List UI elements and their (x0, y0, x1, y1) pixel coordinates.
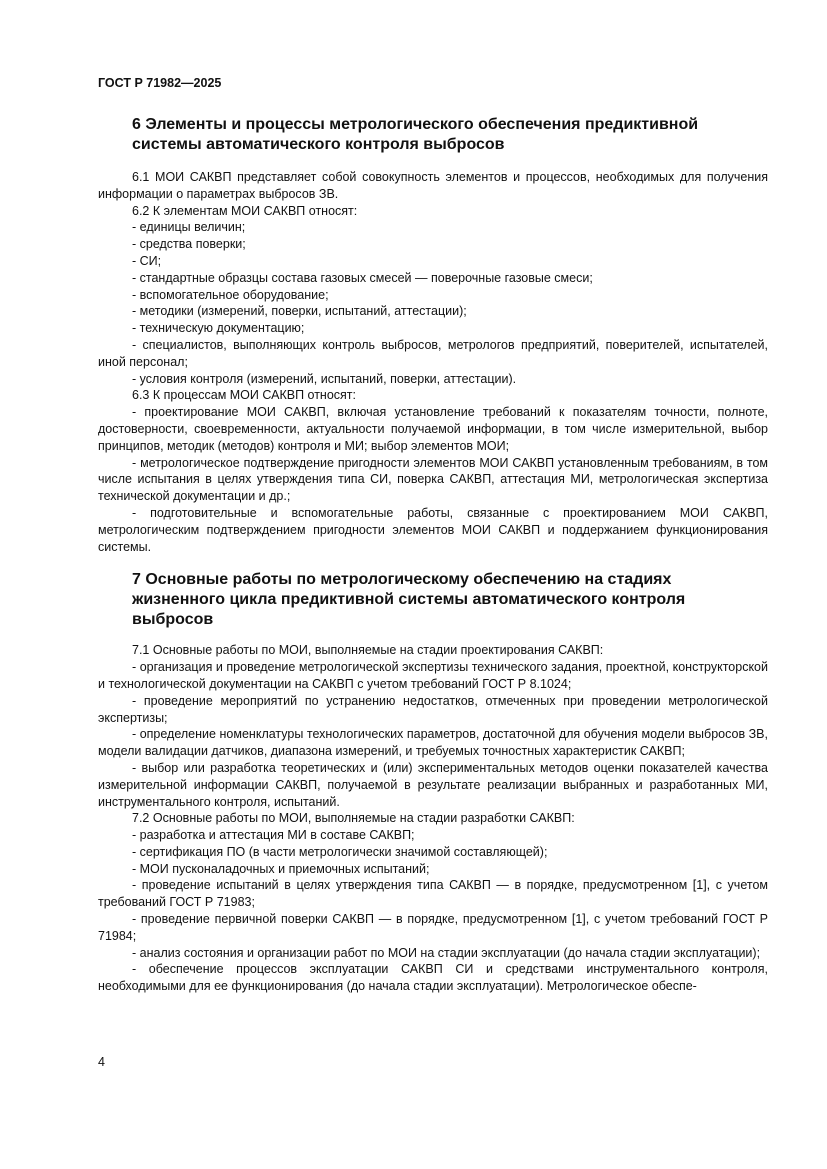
list-item: - разработка и аттестация МИ в составе САКВП; (132, 828, 415, 843)
list-item: - стандартные образцы состава газовых смесей — поверочные газовые смеси; (132, 270, 593, 285)
section-6-body (98, 169, 768, 555)
section-7-title: 7 Основные работы по метрологическому обеспечению на стадиях жизненного цикла предиктивной системы автоматического контроля выбросов (132, 571, 686, 629)
list-item: - выбор или разработка теоретических и (или) экспериментальных методов оценки показателей качества измерительной информации САКВП, получаемой в результате реализации выбранных и разработанных МИ, инструментального контроля, испытаний. (98, 760, 768, 809)
list-item: - условия контроля (измерений, испытаний, поверки, аттестации). (132, 371, 517, 386)
list-item: - анализ состояния и организации работ по МОИ на стадии эксплуатации (до начала стадии эксплуатации); (132, 945, 761, 960)
page-number: 4 (98, 1055, 105, 1069)
list-item: - проведение первичной поверки САКВП — в порядке, предусмотренном [1], с учетом требований ГОСТ Р 71984; (98, 912, 768, 943)
section-7-body (98, 642, 768, 995)
page-content (98, 115, 768, 995)
list-item: - средства поверки; (132, 237, 246, 252)
list-item: - определение номенклатуры технологических параметров, достаточной для обучения модели выбросов ЗВ, модели валидации датчиков, диапазона измерений, и требуемых точностных характеристик САКВП; (98, 727, 768, 759)
document-header: ГОСТ Р 71982—2025 (98, 76, 222, 90)
list-item: - проведение испытаний в целях утверждения типа САКВП — в порядке, предусмотренном [1], с учетом требований ГОСТ Р 71983; (98, 878, 768, 910)
list-item: - подготовительные и вспомогательные работы, связанные с проектированием МОИ САКВП, метрологическим подтверждением пригодности элементов МОИ САКВП и поддержанием функционирования системы. (98, 505, 768, 554)
list-item: - единицы величин; (132, 220, 246, 235)
paragraph: 6.2 К элементам МОИ САКВП относят: (132, 203, 358, 218)
list-item: - проведение мероприятий по устранению недостатков, отмеченных при проведении метрологической экспертизы; (98, 693, 768, 725)
list-item: - метрологическое подтверждение пригодности элементов МОИ САКВП установленным требованиям, в том числе испытания в целях утверждения типа СИ, поверка САКВП, аттестация МИ, метрологическая экспертиза технической документации и др.; (98, 455, 768, 504)
paragraph: 6.1 МОИ САКВП представляет собой совокупность элементов и процессов, необходимых для получения информации о параметрах выбросов ЗВ. (98, 170, 768, 201)
list-item: - МОИ пусконаладочных и приемочных испытаний; (132, 861, 430, 876)
list-item: - специалистов, выполняющих контроль выбросов, метрологов предприятий, поверителей, испытателей, иной персонал; (98, 337, 768, 369)
paragraph: 7.1 Основные работы по МОИ, выполняемые на стадии проектирования САКВП: (132, 643, 604, 658)
paragraph: 7.2 Основные работы по МОИ, выполняемые на стадии разработки САКВП: (132, 811, 575, 826)
list-item: - организация и проведение метрологической экспертизы технического задания, проектной, конструкторской и технологической документации на САКВП с учетом требований ГОСТ Р 8.1024; (98, 660, 768, 691)
list-item: - сертификация ПО (в части метрологически значимой составляющей); (132, 844, 548, 859)
list-item: - вспомогательное оборудование; (132, 287, 329, 302)
section-6-title: 6 Элементы и процессы метрологического обеспечения предиктивной системы автоматического контроля выбросов (132, 116, 699, 153)
list-item: - техническую документацию; (132, 321, 305, 336)
list-item: - обеспечение процессов эксплуатации САКВП СИ и средствами инструментального контроля, необходимыми для ее функционирования (до начала стадии эксплуатации). Метрологическое обеспе- (98, 962, 768, 994)
list-item: - методики (измерений, поверки, испытаний, аттестации); (132, 304, 467, 319)
list-item: - проектирование МОИ САКВП, включая установление требований к показателям точности, полноте, достоверности, своевременности, актуальности получаемой информации, в том числе измерительной, выбор принципов, методик (методов) контроля и МИ; выбор элементов МОИ; (98, 405, 768, 453)
paragraph: 6.3 К процессам МОИ САКВП относят: (132, 388, 356, 403)
list-item: - СИ; (132, 253, 162, 268)
